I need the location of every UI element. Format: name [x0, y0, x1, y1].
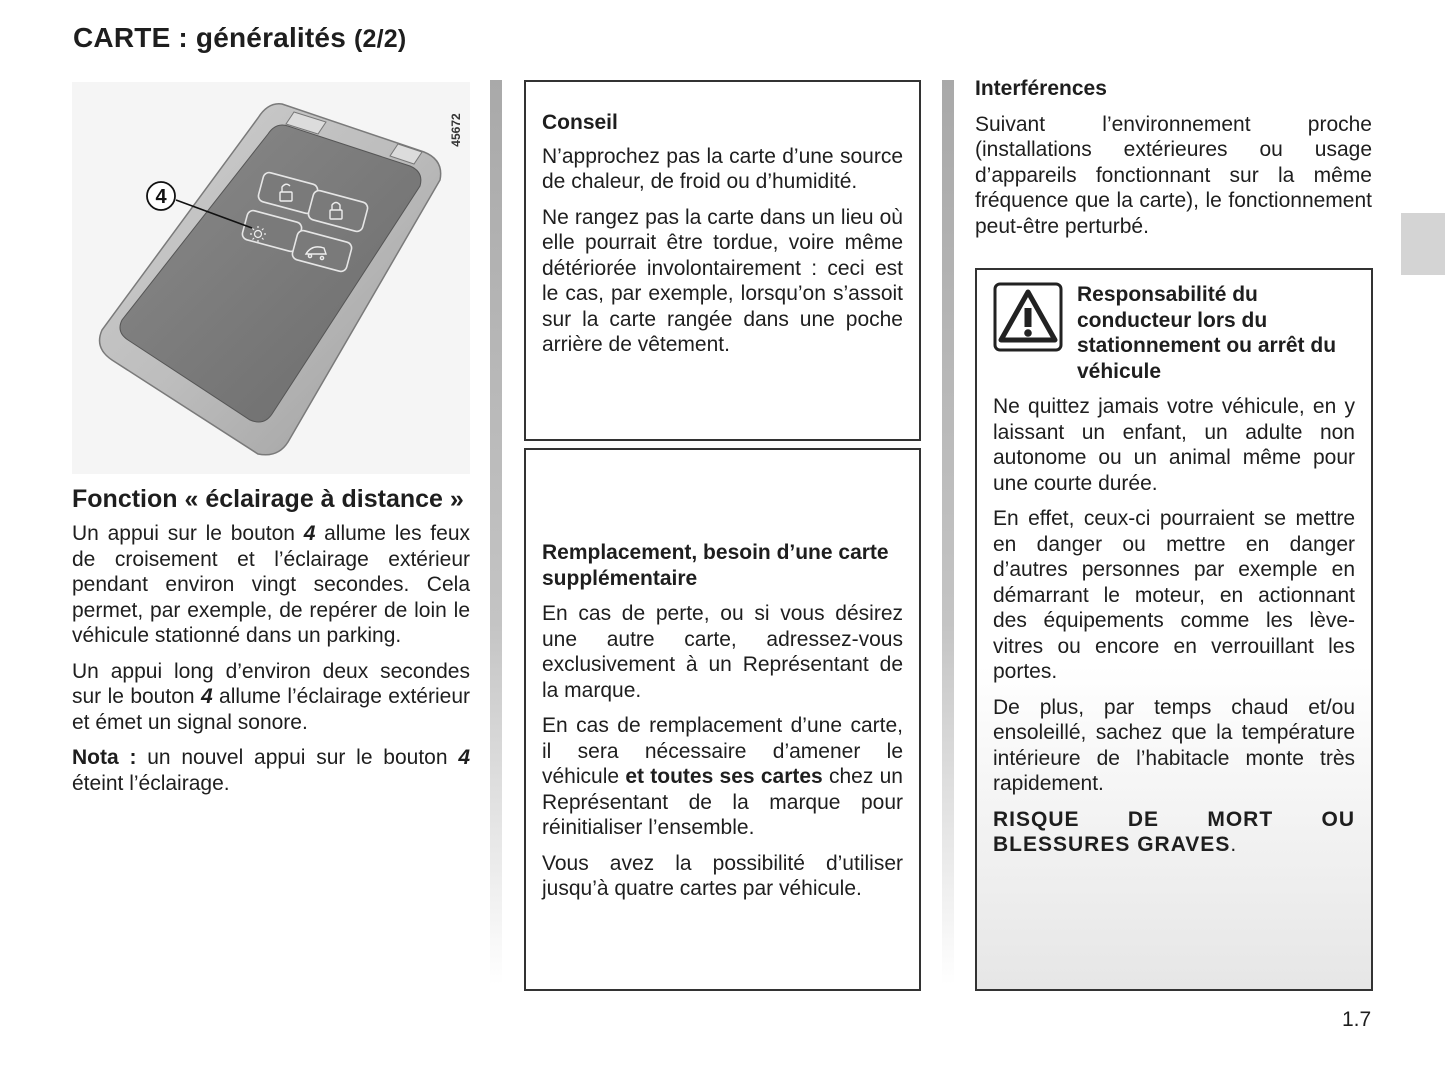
replacement-title: Remplacement, besoin d’une carte supplémentaire	[542, 541, 889, 590]
paragraph: En effet, ceux-ci pourraient se mettre en danger ou mettre en danger d’autres personnes par exemple en démarrant le moteur, en actionnant des équipements comme les lève-vitres ou encore en verrouillant les portes.	[993, 507, 1355, 683]
smart-card-image	[72, 82, 470, 474]
paragraph: Vous avez la possibilité d’utiliser jusqu’à quatre cartes par véhicule.	[542, 851, 903, 900]
column-separator	[942, 80, 954, 985]
warning-risk: RISQUE DE MORT OU BLESSURES GRAVES.	[993, 807, 1355, 856]
chapter-tab	[1401, 213, 1445, 275]
paragraph: Un appui long d’environ deux secondes sur le bouton 4 allume l’éclairage extérieur et émet un signal sonore.	[72, 659, 470, 734]
warning-icon	[993, 282, 1063, 352]
paragraph: En cas de remplacement d’une carte, il sera nécessaire d’amener le véhicule et toutes ses cartes chez un Représentant de la marque pour réinitialiser l’ensemble.	[542, 714, 903, 839]
replacement-box	[524, 448, 921, 991]
paragraph: Ne rangez pas la carte dans un lieu où elle pourrait être tordue, voire même détériorée involontairement : ceci est le cas, par exemple, lorsqu’on s’assoit sur la carte rangée dans une poche arrière de vêtement.	[542, 205, 903, 356]
paragraph: Suivant l’environnement proche (installations extérieures ou usage d’appareils fonctionnant sur la même fréquence que la carte), le fonctionnement peut-être perturbé.	[975, 112, 1372, 238]
paragraph: En cas de perte, ou si vous désirez une autre carte, adressez-vous exclusivement à un Représentant de la marque.	[542, 602, 903, 702]
page-title-text: CARTE : généralités	[73, 22, 346, 53]
note-paragraph: Nota : un nouvel appui sur le bouton 4 éteint l’éclairage.	[72, 746, 470, 795]
page-title-suffix: (2/2)	[353, 25, 407, 53]
column-separator	[490, 80, 502, 985]
advice-title: Conseil	[542, 111, 618, 134]
callout-number: 4	[155, 186, 167, 208]
warning-box	[975, 268, 1373, 991]
left-column	[72, 484, 470, 806]
paragraph: De plus, par temps chaud et/ou ensoleillé, sachez que la température intérieure de l’habitacle monte très rapidement.	[993, 695, 1355, 795]
card-illustration	[72, 82, 470, 474]
warning-title: Responsabilité du conducteur lors du stationnement ou arrêt du véhicule	[1077, 283, 1337, 383]
paragraph: Ne quittez jamais votre véhicule, en y laissant un enfant, un adulte non autonome ou un animal même pour une courte durée.	[993, 395, 1355, 495]
interferences-title: Interférences	[975, 77, 1107, 100]
interferences-section	[975, 76, 1372, 249]
warning-header	[993, 282, 1355, 384]
paragraph: N’approchez pas la carte d’une source de chaleur, de froid ou d’humidité.	[542, 144, 903, 193]
advice-box	[524, 80, 921, 441]
page-number: 1.7	[1342, 1008, 1372, 1031]
section-heading-remote-lighting: Fonction « éclairage à distance »	[72, 485, 464, 513]
illustration-ref: 45672	[449, 113, 463, 147]
page-title	[73, 22, 406, 54]
paragraph: Un appui sur le bouton 4 allume les feux de croisement et l’éclairage extérieur pendant environ vingt secondes. Cela permet, par exemple, de repérer de loin le véhicule stationné dans un parking.	[72, 522, 470, 647]
